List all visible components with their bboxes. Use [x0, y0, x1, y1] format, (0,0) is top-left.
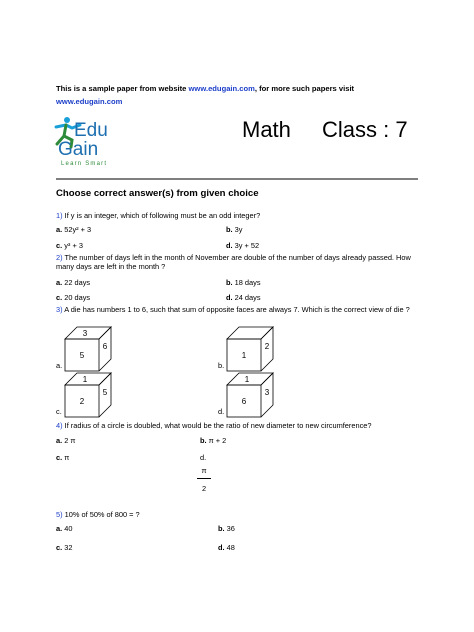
question-1: 1) If y is an integer, which of following must be an odd integer?: [56, 211, 261, 220]
option-2d[interactable]: d. 24 days: [226, 293, 261, 302]
option-3b-label[interactable]: b.: [218, 361, 225, 370]
svg-text:2: 2: [79, 397, 85, 406]
question-5: 5) 10% of 50% of 800 = ?: [56, 510, 140, 519]
logo-word-1: Edu: [74, 120, 108, 141]
svg-text:2: 2: [264, 342, 270, 351]
option-1d[interactable]: d. 3y + 52: [226, 241, 260, 250]
svg-text:6: 6: [102, 342, 108, 351]
class-title: Class : 7: [322, 117, 408, 142]
svg-text:1: 1: [82, 375, 88, 384]
subject-title: Math: [242, 117, 291, 142]
runner-icon: [52, 114, 142, 166]
fraction-numerator: π: [201, 466, 207, 475]
header-text-suffix: , for more such papers visit: [254, 84, 355, 93]
option-2c[interactable]: c. 20 days: [56, 293, 91, 302]
option-1c[interactable]: c. y³ + 3: [56, 241, 83, 250]
header-text: This is a sample paper from website: [56, 84, 189, 93]
question-2: 2) The number of days left in the month of November are double of the number of days already passed. How many days are left in the month ?: [56, 253, 411, 272]
option-5a[interactable]: a. 40: [56, 524, 73, 533]
fraction-denominator: 2: [201, 484, 207, 493]
option-4b[interactable]: b. π + 2: [200, 436, 227, 445]
die-option-d[interactable]: [226, 372, 282, 418]
option-3c-label[interactable]: c.: [56, 407, 62, 416]
fraction-bar: [197, 478, 211, 479]
logo-word-2: Gain: [58, 139, 99, 160]
website-link[interactable]: www.edugain.com: [188, 84, 255, 93]
header-line-1: [56, 84, 354, 93]
svg-text:3: 3: [264, 388, 270, 397]
website-link-2[interactable]: www.edugain.com: [56, 97, 123, 106]
option-3d-label[interactable]: d.: [218, 407, 225, 416]
option-3a-label[interactable]: a.: [56, 361, 63, 370]
option-5d[interactable]: d. 48: [218, 543, 235, 552]
svg-text:6: 6: [241, 397, 247, 406]
die-option-a[interactable]: [64, 326, 120, 372]
option-1b[interactable]: b. 3y: [226, 225, 243, 234]
svg-text:3: 3: [82, 329, 88, 338]
option-5c[interactable]: c. 32: [56, 543, 73, 552]
option-5b[interactable]: b. 36: [218, 524, 235, 533]
option-1a[interactable]: a. 52y² + 3: [56, 225, 92, 234]
option-4c[interactable]: c. π: [56, 453, 70, 462]
option-4a[interactable]: a. 2 π: [56, 436, 76, 445]
logo-tagline: Learn Smart: [61, 161, 108, 166]
die-option-c[interactable]: [64, 372, 120, 418]
option-4d-label[interactable]: d.: [200, 453, 207, 462]
question-3: 3) A die has numbers 1 to 6, such that sum of opposite faces are always 7. Which is the correct view of die ?: [56, 305, 410, 314]
section-title: Choose correct answer(s) from given choice: [56, 188, 259, 199]
option-2b[interactable]: b. 18 days: [226, 278, 261, 287]
question-4: 4) If radius of a circle is doubled, what would be the ratio of new diameter to new circumference?: [56, 421, 372, 430]
svg-text:5: 5: [102, 388, 108, 397]
svg-text:1: 1: [241, 351, 247, 360]
svg-text:1: 1: [244, 375, 250, 384]
svg-text:5: 5: [79, 351, 85, 360]
edugain-logo: [52, 114, 142, 166]
divider: [56, 178, 418, 180]
option-2a[interactable]: a. 22 days: [56, 278, 91, 287]
die-option-b[interactable]: [226, 326, 282, 372]
